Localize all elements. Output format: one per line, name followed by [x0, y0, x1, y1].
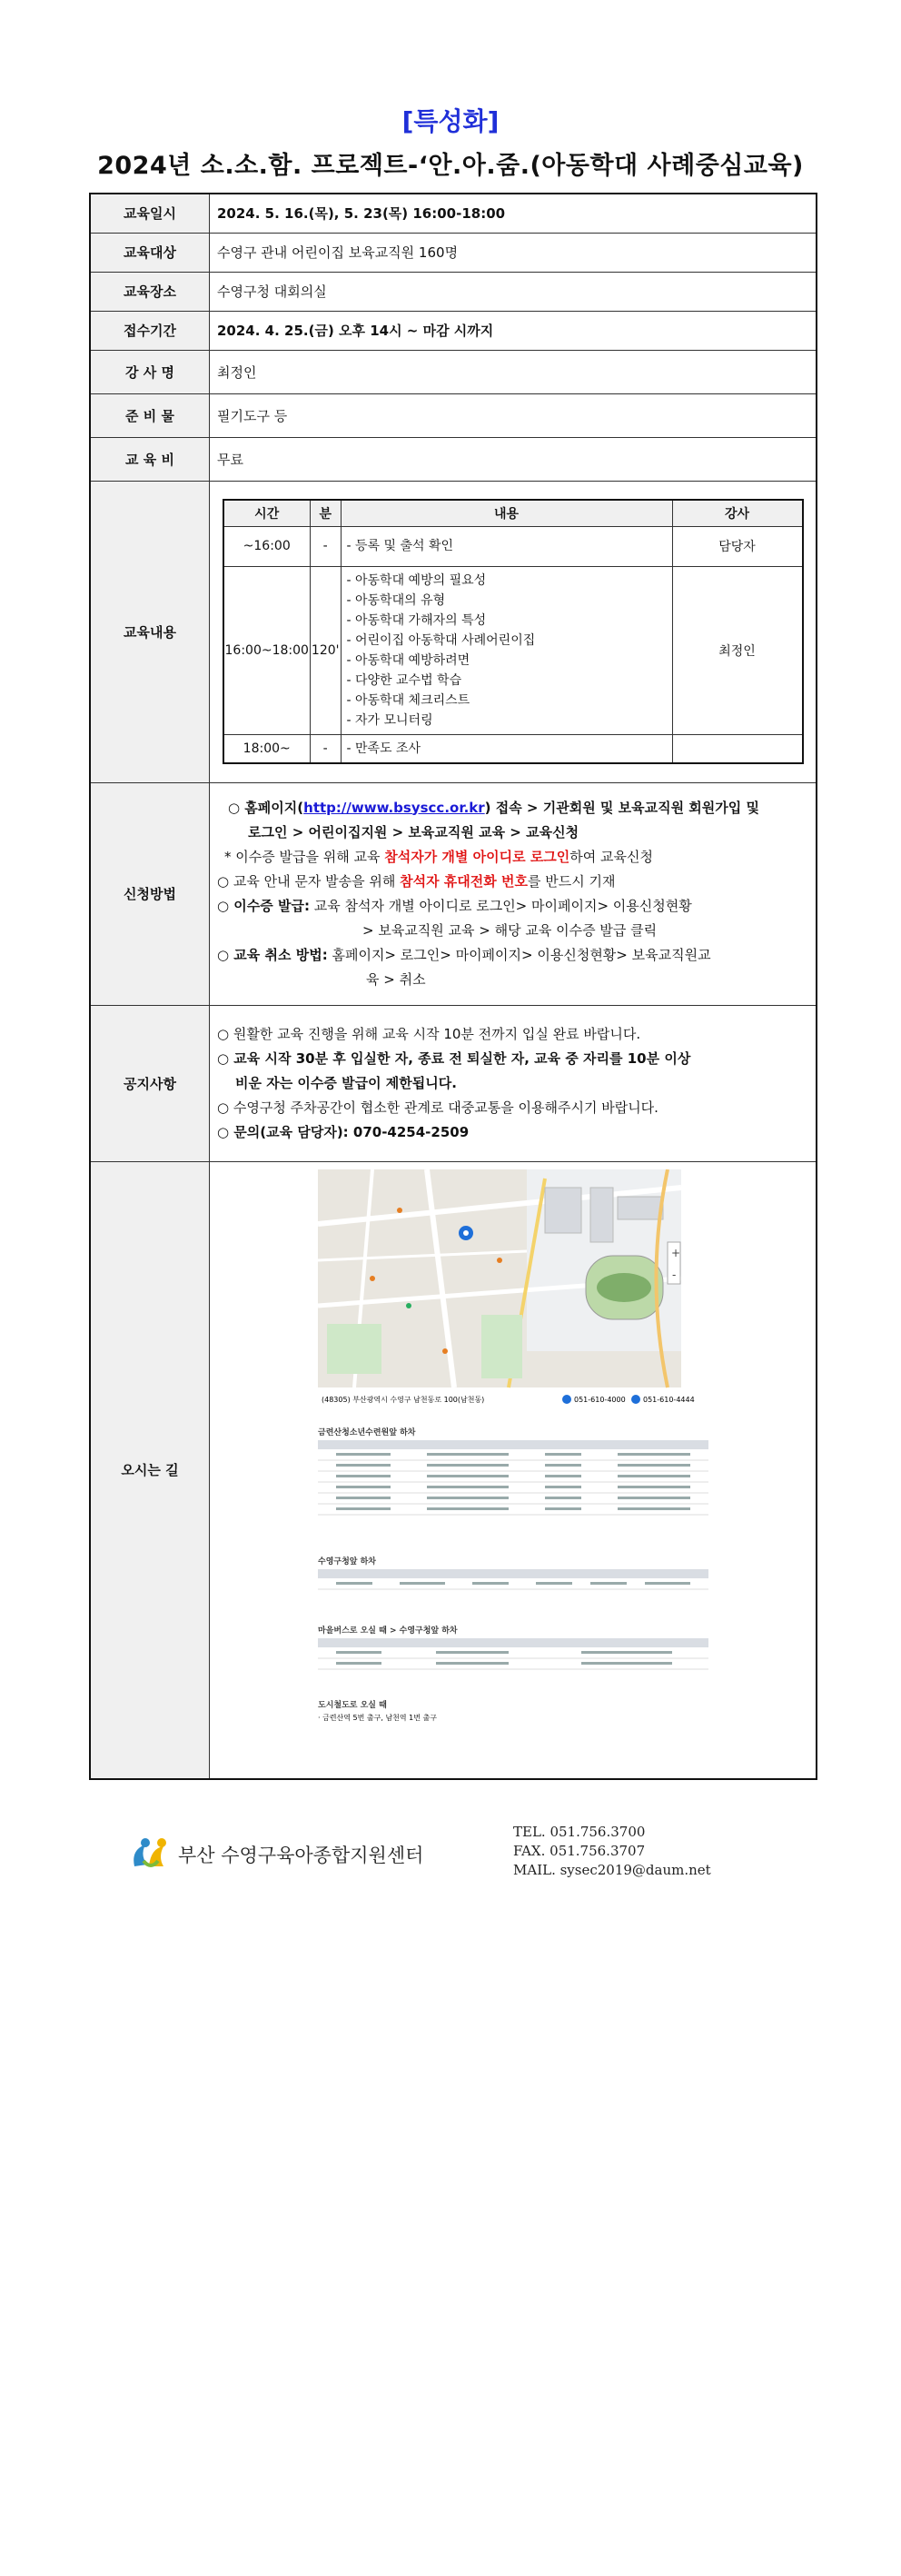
label-apply: 신청방법 — [90, 782, 210, 1005]
contact-fax: FAX. 051.756.3707 — [513, 1843, 646, 1859]
label-place: 교육장소 — [90, 272, 210, 311]
contact-tel: TEL. 051.756.3700 — [513, 1824, 646, 1840]
label-period: 접수기간 — [90, 311, 210, 350]
row-fee — [90, 437, 817, 481]
apply-text: 홈페이지> 로그인> 마이페이지> 이용신청현황> 보육교직원교 — [327, 946, 711, 963]
sched-row — [223, 526, 803, 566]
notice-contact: ○ 문의(교육 담당자): 070-4254-2509 — [217, 1123, 470, 1140]
row-target — [90, 233, 817, 272]
label-lecturer: 강 사 명 — [90, 350, 210, 393]
row-notice — [90, 1005, 817, 1161]
apply-cell — [210, 782, 817, 1005]
bus-stop-1-title: 금련산청소년수련원앞 하차 — [317, 1427, 415, 1437]
value-period: 2024. 4. 25.(금) 오후 14시 ~ 마감 시까지 — [210, 311, 817, 350]
sched-time: ~16:00 — [223, 526, 311, 566]
footer — [127, 1817, 817, 1899]
value-lecturer: 최정인 — [210, 350, 817, 393]
topic-item: - 자가 모니터링 — [346, 712, 433, 728]
homepage-link[interactable]: http://www.bsyscc.or.kr — [303, 799, 485, 816]
directions-image — [318, 1169, 708, 1755]
apply-emphasis: 참석자 휴대전화 번호 — [400, 872, 528, 890]
location-map — [318, 1169, 708, 1751]
sched-lecturer: 담당자 — [672, 526, 803, 566]
row-place — [90, 272, 817, 311]
sched-time: 18:00~ — [223, 734, 311, 763]
sched-lecturer — [672, 734, 803, 763]
row-materials — [90, 393, 817, 437]
row-period — [90, 311, 817, 350]
sched-time: 16:00~18:00 — [223, 566, 311, 734]
svg-text:+: + — [670, 1246, 680, 1259]
sched-header-min: 분 — [310, 500, 341, 527]
map-phone-2: 051-610-4444 — [642, 1395, 695, 1404]
topic-item: - 아동학대 체크리스트 — [346, 692, 470, 708]
row-date — [90, 194, 817, 233]
center-name: 부산 수영구육아종합지원센터 — [178, 1845, 424, 1866]
value-target: 수영구 관내 어린이집 보육교직원 160명 — [210, 233, 817, 272]
schedule-table — [223, 499, 804, 765]
svg-text:-: - — [671, 1268, 676, 1281]
apply-cancel-cont: 육 > 취소 — [366, 970, 426, 988]
sched-content: - 등록 및 출석 확인 — [341, 526, 672, 566]
document-title: 2024년 소.소.함. 프로젝트-‘안.아.줌.(아동학대 사례중심교육) — [97, 152, 804, 180]
label-date: 교육일시 — [90, 194, 210, 233]
subway-note: · 금련산역 5번 출구, 남천역 1번 출구 — [317, 1713, 437, 1722]
apply-text: 교육 참석자 개별 아이디로 로그인> 마이페이지> 이용신청현황 — [309, 897, 692, 914]
label-directions: 오시는 길 — [90, 1161, 210, 1779]
value-place: 수영구청 대회의실 — [210, 272, 817, 311]
sched-header-time: 시간 — [223, 500, 311, 527]
label-notice: 공지사항 — [90, 1005, 210, 1161]
topic-item: - 아동학대 예방의 필요성 — [346, 572, 487, 588]
sched-header-content: 내용 — [341, 500, 672, 527]
center-logo-icon — [127, 1834, 173, 1874]
topic-item: - 아동학대의 유형 — [346, 592, 446, 608]
document-tag: [특성화] — [401, 106, 500, 136]
apply-text: ) 접속 > 기관회원 및 보육교직원 회원가입 및 — [484, 799, 759, 816]
notice-item: ○ 원활한 교육 진행을 위해 교육 시작 10분 전까지 입실 완료 바랍니다. — [217, 1025, 641, 1042]
apply-text: ○ 홈페이지( — [228, 799, 304, 816]
sched-min: 120' — [310, 566, 341, 734]
sched-header-lecturer: 강사 — [672, 500, 803, 527]
apply-step-homepage — [217, 796, 808, 821]
directions-cell — [210, 1161, 817, 1779]
label-materials: 준 비 물 — [90, 393, 210, 437]
value-materials: 필기도구 등 — [210, 393, 817, 437]
subway-title: 도시철도로 오실 때 — [317, 1700, 387, 1710]
label-fee: 교 육 비 — [90, 437, 210, 481]
bus-stop-2-title: 수영구청앞 하차 — [317, 1557, 376, 1566]
map-address: (48305) 부산광역시 수영구 남천동로 100(남천동) — [321, 1395, 484, 1404]
apply-text: * 이수증 발급을 위해 교육 — [224, 848, 385, 865]
sched-row — [223, 734, 803, 763]
sched-content: - 만족도 조사 — [341, 734, 672, 763]
apply-emphasis: 참석자가 개별 아이디로 로그인 — [384, 848, 570, 865]
sched-row — [223, 566, 803, 734]
apply-certificate-cont: > 보육교직원 교육 > 해당 교육 이수증 발급 클릭 — [362, 921, 658, 939]
contact-block — [513, 1823, 711, 1880]
apply-note-phone — [217, 870, 808, 894]
apply-text: ○ 교육 안내 문자 발송을 위해 — [217, 872, 401, 890]
info-table — [89, 193, 817, 1780]
topic-list — [347, 571, 667, 731]
value-fee: 무료 — [210, 437, 817, 481]
topic-item: - 아동학대 가해자의 특성 — [346, 612, 487, 628]
notice-item: ○ 수영구청 주차공간이 협소한 관계로 대중교통을 이용해주시기 바랍니다. — [217, 1099, 658, 1116]
row-apply — [90, 782, 817, 1005]
apply-certificate — [217, 894, 808, 919]
value-date: 2024. 5. 16.(목), 5. 23(목) 16:00-18:00 — [210, 194, 817, 233]
sched-content — [341, 566, 672, 734]
content-cell — [210, 481, 817, 782]
apply-text: 를 반드시 기재 — [527, 872, 616, 890]
sched-min: - — [310, 526, 341, 566]
topic-item: - 아동학대 예방하려면 — [346, 652, 470, 668]
notice-cell — [210, 1005, 817, 1161]
apply-label: ○ 이수증 발급: — [217, 897, 310, 914]
apply-text: 하여 교육신청 — [569, 848, 654, 865]
map-phone-1: 051-610-4000 — [573, 1395, 626, 1404]
sched-min: - — [310, 734, 341, 763]
label-target: 교육대상 — [90, 233, 210, 272]
apply-step-path: 로그인 > 어린이집지원 > 보육교직원 교육 > 교육신청 — [248, 823, 579, 840]
notice-item: ○ 교육 시작 30분 후 입실한 자, 종료 전 퇴실한 자, 교육 중 자리를 10분 이상 — [217, 1049, 691, 1067]
village-bus-title: 마을버스로 오실 때 > 수영구청앞 하차 — [317, 1626, 458, 1636]
label-content: 교육내용 — [90, 481, 210, 782]
row-content — [90, 481, 817, 782]
apply-note-login — [217, 845, 808, 870]
sched-lecturer: 최정인 — [672, 566, 803, 734]
apply-label: ○ 교육 취소 방법: — [217, 946, 328, 963]
contact-mail[interactable]: MAIL. sysec2019@daum.net — [513, 1862, 711, 1878]
notice-item-cont: 비운 자는 이수증 발급이 제한됩니다. — [235, 1074, 457, 1091]
row-directions — [90, 1161, 817, 1779]
topic-item: - 어린이집 아동학대 사례어린이집 — [346, 632, 536, 648]
topic-item: - 다양한 교수법 학습 — [346, 672, 462, 688]
apply-cancel — [217, 943, 808, 968]
row-lecturer — [90, 350, 817, 393]
